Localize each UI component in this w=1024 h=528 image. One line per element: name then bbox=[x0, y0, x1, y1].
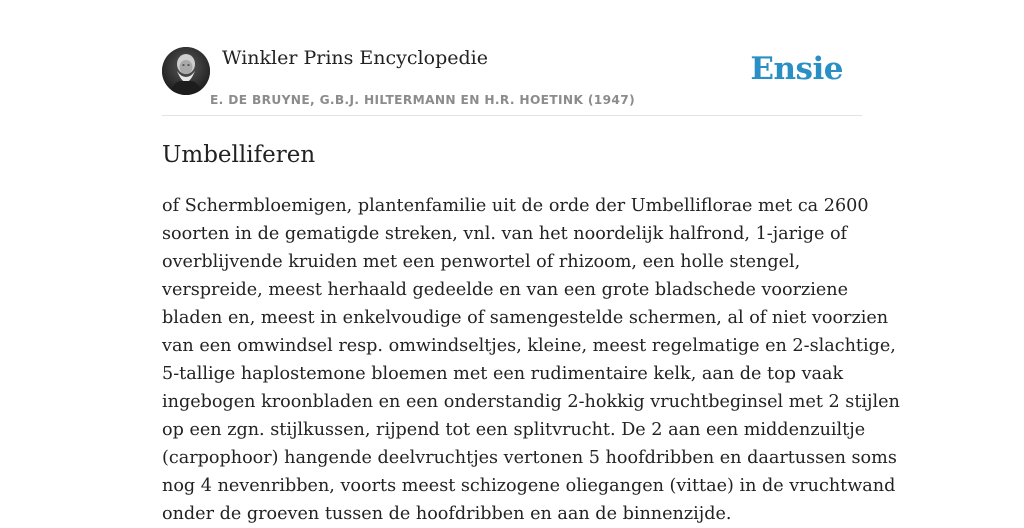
author-avatar[interactable] bbox=[162, 47, 210, 95]
entry-body-line: (carpophoor) hangende deelvruchtjes vertonen 5 hoofdribben en daartussen soms bbox=[162, 448, 897, 468]
source-header bbox=[162, 0, 862, 116]
source-authors: E. DE BRUYNE, G.B.J. HILTERMANN EN H.R. HOETINK (1947) bbox=[210, 93, 636, 107]
entry-body-line: bladen en, meest in enkelvoudige of samengestelde schermen, al of niet voorzien bbox=[162, 308, 889, 328]
author-portrait-icon bbox=[162, 47, 210, 95]
entry-body bbox=[162, 192, 900, 528]
entry-body-line: van een omwindsel resp. omwindseltjes, kleine, meest regelmatige en 2-slachtige, bbox=[162, 336, 896, 356]
entry-body-line: 5-tallige haplostemone bloemen met een rudimentaire kelk, aan de top vaak bbox=[162, 364, 844, 384]
entry-body-line: overblijvende kruiden met een penwortel of rhizoom, een holle stengel, bbox=[162, 252, 801, 272]
entry-body-line: onder de groeven tussen de hoofdribben en aan de binnenzijde. bbox=[162, 504, 732, 524]
entry-body-line: of Schermbloemigen, plantenfamilie uit de orde der Umbelliflorae met ca 2600 bbox=[162, 196, 869, 216]
entry-body-line: nog 4 nevenribben, voorts meest schizogene oliegangen (vittae) in de vruchtwand bbox=[162, 476, 896, 496]
entry-title: Umbelliferen bbox=[162, 142, 316, 168]
entry-body-line: soorten in de gematigde streken, vnl. van het noordelijk halfrond, 1-jarige of bbox=[162, 224, 848, 244]
page bbox=[162, 0, 900, 524]
entry-body-line: ingebogen kroonbladen en een onderstandig 2-hokkig vruchtbeginsel met 2 stijlen bbox=[162, 392, 900, 412]
entry-body-line: verspreide, meest herhaald gedeelde en van een grote bladschede voorziene bbox=[162, 280, 849, 300]
source-title[interactable]: Winkler Prins Encyclopedie bbox=[222, 47, 488, 69]
ensie-logo-link[interactable]: Ensie bbox=[750, 51, 843, 87]
entry-body-line: op een zgn. stijlkussen, rijpend tot een splitvrucht. De 2 aan een middenzuiltje bbox=[162, 420, 866, 440]
